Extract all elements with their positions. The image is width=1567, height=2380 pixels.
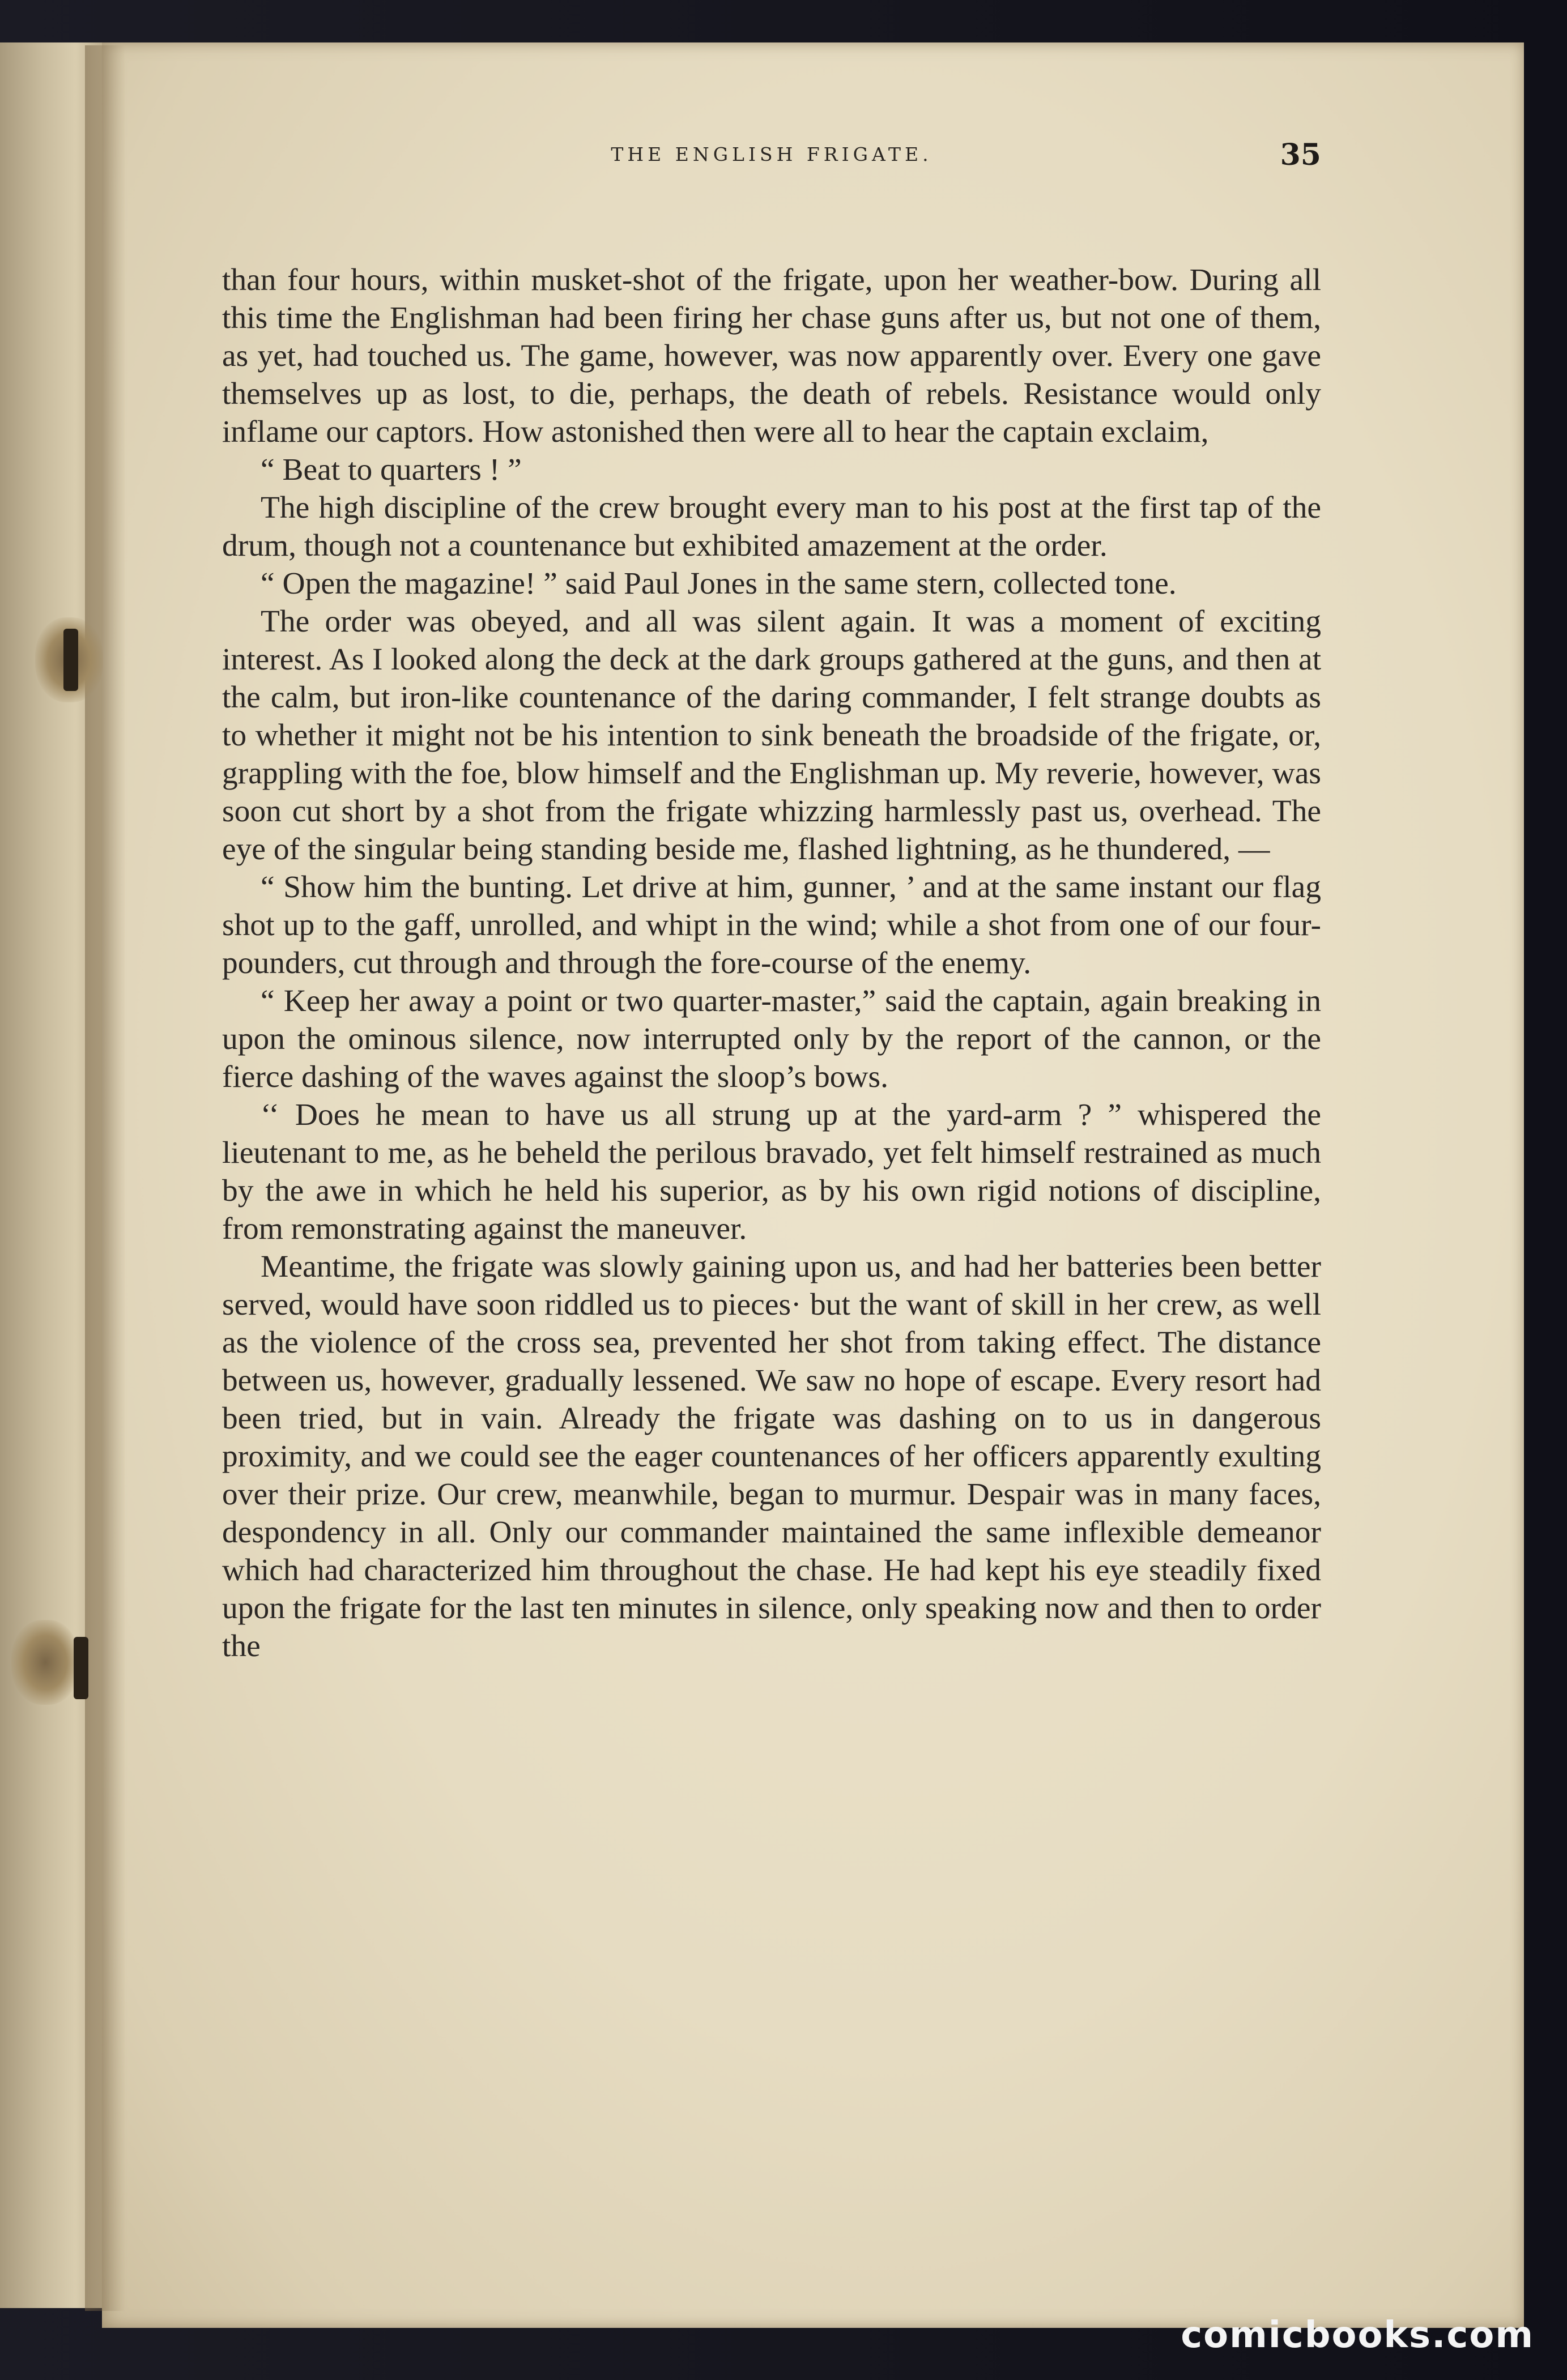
paragraph-5: The order was obeyed, and all was silent again. It was a moment of exciting interest. As I looked along the deck at the dark groups gathered at the guns, and then at the calm, but iron-like countenance of the daring commander, I felt strange doubts as to whether it might not be his intention to sink beneath the broadside of the frigate, or, grappling with the foe, blow himself and the Englishman up. My reverie, however, was soon cut short by a shot from the frigate whizzing harmlessly past us, overhead. The eye of the singular being standing beside me, flashed lightning, as he thundered, —: [222, 604, 1321, 867]
binding-hole-lower: [11, 1620, 79, 1705]
paragraph-2: “ Beat to quarters ! ”: [261, 453, 522, 487]
binding-notch: [74, 1637, 88, 1699]
paragraph-3: The high discipline of the crew brought every man to his post at the first tap of the drum, though not a countenance but exhibited amazement at the order.: [222, 490, 1321, 563]
spine-shadow: [85, 45, 125, 2311]
book-page: [102, 42, 1524, 2328]
paragraph-1: than four hours, within musket-shot of the frigate, upon her weather-bow. During all this time the Englishman had been firing her chase guns after us, but not one of them, as yet, had touched us. The game, however, was now apparently over. Every one gave themselves up as lost, to die, perhaps, the death of rebels. Resistance would only inflame our captors. How astonished then were all to hear the captain exclaim,: [222, 263, 1321, 449]
binding-notch: [63, 629, 78, 691]
running-title: THE ENGLISH FRIGATE.: [611, 143, 932, 165]
paragraph-4: “ Open the magazine! ” said Paul Jones in the same stern, collected tone.: [261, 566, 1177, 601]
site-watermark: comicbooks.com: [1181, 2314, 1534, 2356]
page-number: 35: [1280, 138, 1321, 172]
body-text: [222, 261, 1321, 1665]
running-head: [222, 138, 1321, 172]
paragraph-6: “ Show him the bunting. Let drive at him, gunner, ’ and at the same instant our flag shot up to the gaff, unrolled, and whipt in the wind; while a shot from one of our four-pounders, cut through and through the fore-course of the enemy.: [222, 870, 1321, 980]
paragraph-7: “ Keep her away a point or two quarter-master,” said the captain, again breaking in upon the ominous silence, now interrupted only by the report of the cannon, or the fierce dashing of the waves against the sloop’s bows.: [222, 984, 1321, 1094]
binding-hole-upper: [35, 617, 103, 702]
paragraph-8: ‘‘ Does he mean to have us all strung up at the yard-arm ? ” whispered the lieutenant to me, as he beheld the perilous bravado, yet felt himself restrained as much by the awe in which he held his superior, as by his own rigid notions of discipline, from remonstrating against the maneuver.: [222, 1098, 1321, 1246]
paragraph-9: Meantime, the frigate was slowly gaining upon us, and had her batteries been better served, would have soon riddled us to pieces· but the want of skill in her crew, as well as the violence of the cross sea, prevented her shot from taking effect. The distance between us, however, gradually lessened. We saw no hope of escape. Every resort had been tried, but in vain. Already the frigate was dashing on to us in dangerous proximity, and we could see the eager countenances of her officers apparently exulting over their prize. Our crew, meanwhile, began to murmur. Despair was in many faces, despondency in all. Only our commander maintained the same inflexible demeanor which had characterized him throughout the chase. He had kept his eye steadily fixed upon the frigate for the last ten minutes in silence, only speaking now and then to order the: [222, 1249, 1321, 1664]
